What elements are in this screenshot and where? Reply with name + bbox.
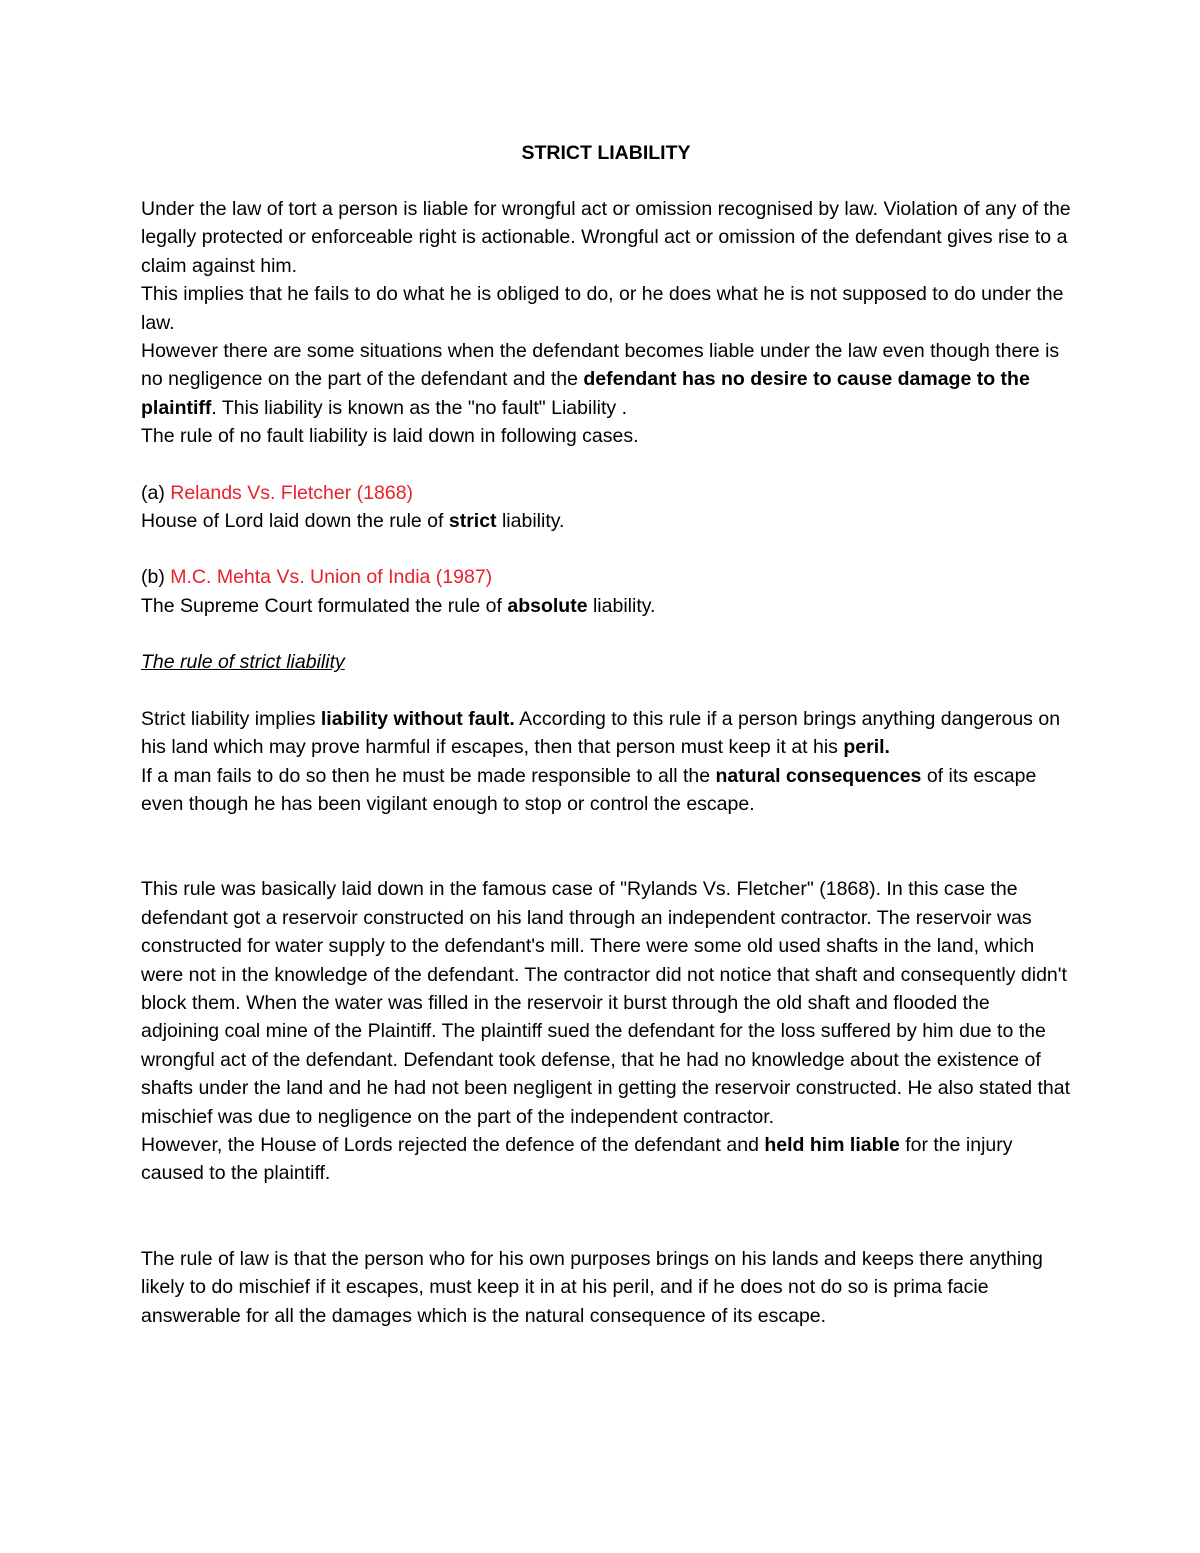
rule-paragraph-1 (141, 705, 1071, 762)
intro-p3-bold: defendant has no desire to cause damage to the plaintiff (141, 368, 1030, 419)
intro-paragraph-3 (141, 337, 1071, 422)
case-a-bold: strict (448, 510, 497, 533)
case-a-description (141, 507, 1071, 535)
case-b-name: M.C. Mehta Vs. Union of India (1987) (170, 566, 493, 589)
case-b-marker: (b) (141, 566, 171, 589)
section-heading-text: The rule of strict liability (141, 651, 345, 674)
section-heading (141, 648, 1071, 676)
intro-p3-tail: . This liability is known as the "no fault" Liability . (211, 396, 627, 419)
case-b-text: The Supreme Court formulated the rule of (141, 594, 508, 617)
rule-s1-text: Strict liability implies (141, 707, 321, 730)
document-body (141, 139, 1071, 1330)
intro-paragraph-2: This implies that he fails to do what he is obliged to do, or he does what he is not supposed to do under the law. (141, 283, 1064, 334)
rule-s1-tail: According to this rule if a person brings anything dangerous on his land which may prove harmful if escapes, then that person must keep it at his (141, 707, 1061, 759)
rule-s2-text: If a man fails to do so then he must be made responsible to all the (141, 764, 716, 787)
rule-s1-bold-peril: peril. (843, 736, 890, 759)
case-a-name: Relands Vs. Fletcher (1868) (170, 481, 414, 504)
case-b-heading (141, 563, 1071, 591)
intro-paragraph-1: Under the law of tort a person is liable for wrongful act or omission recognised by law. Violation of any of the legally protected or enforceable right is actionable. Wrongful act or omission of the defendant gives rise to a claim against him. (141, 198, 1071, 277)
intro-paragraph-4: The rule of no fault liability is laid down in following cases. (141, 425, 639, 448)
rylands-p2-text: However, the House of Lords rejected the defence of the defendant and (141, 1133, 765, 1156)
case-b-tail: liability. (587, 594, 656, 617)
case-a-text: House of Lord laid down the rule of (141, 510, 449, 533)
rule-paragraph-2 (141, 762, 1071, 819)
case-a-marker: (a) (141, 481, 171, 504)
rylands-p2-tail: for the injury caused to the plaintiff. (141, 1133, 1013, 1185)
rule-s1-bold: liability without fault. (320, 707, 515, 730)
case-a-heading (141, 479, 1071, 507)
rylands-paragraph-2 (141, 1131, 1071, 1188)
rylands-paragraph-1: This rule was basically laid down in the famous case of "Rylands Vs. Fletcher" (1868). In this case the defendant got a reservoir constructed on his land through an independent contractor. The reservoir was constructed for water supply to the defendant's mill. There were some old used shafts in the land, which were not in the knowledge of the defendant. The contractor did not notice that shaft and consequently didn't block them. When the water was filled in the reservoir it burst through the old shaft and flooded the adjoining coal mine of the Plaintiff. The plaintiff sued the defendant for the loss suffered by him due to the wrongful act of the defendant. Defendant took defense, that he had no knowledge about the existence of shafts under the land and he had not been negligent in getting the reservoir constructed. He also stated that mischief was due to negligence on the part of the independent contractor. (141, 878, 1071, 1128)
case-b-bold: absolute (507, 594, 588, 617)
rylands-p2-bold: held him liable (764, 1133, 900, 1156)
rule-s2-tail: of its escape even though he has been vigilant enough to stop or control the escape. (141, 764, 1037, 815)
rule-s2-bold: natural consequences (715, 764, 922, 787)
conclusion-paragraph: The rule of law is that the person who for his own purposes brings on his lands and keeps there anything likely to do mischief if it escapes, must keep it in at his peril, and if he does not do so is prima facie answerable for all the damages which is the natural consequence of its escape. (141, 1247, 1043, 1327)
document-title: STRICT LIABILITY (521, 142, 691, 164)
intro-p3-text: However there are some situations when the defendant becomes liable under the law even though there is no negligence on the part of the defendant and the (141, 340, 1060, 391)
case-a-tail: liability. (496, 510, 565, 533)
case-b-description (141, 592, 1071, 620)
